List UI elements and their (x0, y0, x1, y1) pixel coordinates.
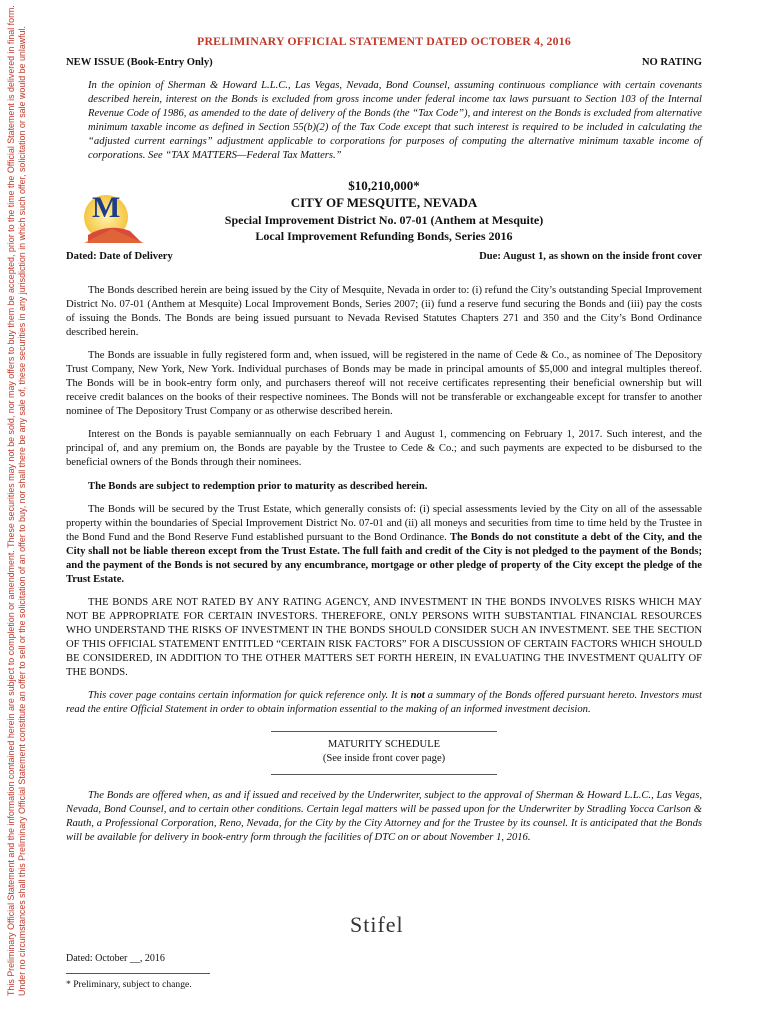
bond-series: Local Improvement Refunding Bonds, Series 2016 (255, 229, 513, 243)
bond-amount: $10,210,000* (348, 178, 420, 193)
preliminary-footnote: * Preliminary, subject to change. (66, 979, 192, 990)
security-text: The Bonds will be secured by the Trust Estate, which generally consists of: (i) special assessments levied by the City on all of the assessable property within the boundaries of Special Improvement District No. 07-01 and (ii) all moneys and securities from time to time held by the Trustee in the Bond Fund and the Bond Reserve Fund established pursuant to the Bond Ordinance. (66, 504, 702, 543)
maturity-title: MATURITY SCHEDULE (327, 739, 441, 750)
logo-letter: M (92, 191, 121, 224)
dated-label: Dated: Date of Delivery (66, 251, 173, 262)
interest-paragraph: Interest on the Bonds is payable semiannually on each February 1 and August 1, commencing on February 1, 2017. Such interest, and the principal of, and any premium on, the Bonds are payable by the Trustee to Cede & Co.; and such payments are expected to be disbursed to the beneficial owners of the Bonds through their nominees. (66, 429, 702, 468)
registration-paragraph: The Bonds are issuable in fully registered form and, when issued, will be registered in the name of Cede & Co., as nominee of The Depository Trust Company, New York, New York. Individual purchases of Bonds may be made in principal amounts of $5,000 and integral multiples thereof. The Bonds will be in book-entry form only, and purchasers thereof will not receive certificates representing their beneficial ownership but will receive credit balances on the books of their respective nominees. The Bonds will not be transferable or exchangeable except for transfer to another nominee of The Depository Trust Company or as otherwise described herein. (66, 350, 702, 417)
due-label: Due: August 1, as shown on the inside front cover (479, 251, 702, 262)
tax-opinion-paragraph: In the opinion of Sherman & Howard L.L.C., Las Vegas, Nevada, Bond Counsel, assuming continuous compliance with certain covenants described herein, interest on the Bonds is excluded from gross income under federal income tax laws pursuant to Section 103 of the Internal Revenue Code of 1986, as amended to the date of delivery of the Bonds (the “Tax Code”), and interest on the Bonds is excluded from alternative minimum taxable income as defined in Section 55(b)(2) of the Tax Code except that such interest is required to be included in calculating the “adjusted current earnings” adjustment applicable to corporations for purposes of computing the alternative minimum taxable income of corporations. See “TAX MATTERS—Federal Tax Matters.” (88, 80, 702, 161)
title-block (66, 177, 702, 275)
legal-side-legend (6, 4, 48, 996)
cover-note-emphasis: not (410, 690, 425, 701)
footnote-divider (66, 973, 210, 974)
preliminary-title: PRELIMINARY OFFICIAL STATEMENT DATED OCTOBER 4, 2016 (197, 34, 571, 48)
new-issue-label: NEW ISSUE (Book-Entry Only) (66, 57, 213, 68)
issuer-name: CITY OF MESQUITE, NEVADA (290, 195, 478, 210)
risk-warning-paragraph: THE BONDS ARE NOT RATED BY ANY RATING AGENCY, AND INVESTMENT IN THE BONDS INVOLVES RISKS WHICH MAY NOT BE APPROPRIATE FOR CERTAIN INVESTORS. THEREFORE, ONLY PERSONS WITH SUBSTANTIAL FINANCIAL RESOURCES WHO UNDERSTAND THE RISKS OF INVESTMENT IN THE BONDS SHOULD CONSIDER SUCH AN INVESTMENT. SEE THE SECTION OF THIS OFFICIAL STATEMENT ENTITLED “CERTAIN RISK FACTORS” FOR A DISCUSSION OF CERTAIN FACTORS WHICH SHOULD BE CONSIDERED, IN ADDITION TO THE OTHER MATTERS SET FORTH HEREIN, IN EVALUATING THE INVESTMENT QUALITY OF THE BONDS. (66, 597, 702, 678)
dated-due-row (66, 250, 702, 264)
statement-date: Dated: October __, 2016 (66, 953, 165, 964)
bond-titles (66, 177, 702, 244)
purpose-paragraph: The Bonds described herein are being issued by the City of Mesquite, Nevada in order to: (i) refund the City’s outstanding Special Improvement District No. 07-01 (Anthem at Mesquite) Local Improvement Bonds, Series 2007; (ii) fund a reserve fund securing the Bonds and (iii) pay the costs of issuing the Bonds. The Bonds are being issued pursuant to Nevada Revised Statutes Chapters 271 and 350 and the City’s Bond Ordinance described herein. (66, 285, 702, 338)
district-name: Special Improvement District No. 07-01 (Anthem at Mesquite) (224, 213, 544, 227)
offering-paragraph: The Bonds are offered when, as and if issued and received by the Underwriter, subject to the approval of Sherman & Howard L.L.C., Las Vegas, Nevada, Bond Counsel, and to certain other conditions. Certain legal matters will be passed upon for the Underwriter by Stradling Yocca Carlson & Rauth, a Professional Corporation, Reno, Nevada, for the City by the City Attorney and for the Trustee by its counsel. It is anticipated that the Bonds will be available for delivery in book-entry form through the facilities of DTC on or about November 1, 2016. (66, 790, 702, 843)
issue-row (66, 56, 702, 70)
redemption-note: The Bonds are subject to redemption prior to maturity as described herein. (88, 481, 428, 492)
divider-bottom (271, 774, 497, 775)
maturity-subtitle: (See inside front cover page) (322, 753, 446, 764)
divider-top (271, 731, 497, 732)
cover-page-note (66, 689, 702, 717)
rating-label: NO RATING (641, 57, 702, 68)
mesquite-logo (82, 185, 146, 245)
cover-note-text-b: a summary of the Bonds offered pursuant hereto. Investors must read the entire Official Statement in order to obtain information essential to the making of an informed investment decision. (66, 690, 702, 715)
maturity-schedule (66, 738, 702, 766)
underwriter-logo: Stifel (350, 912, 404, 937)
security-bold-text: The Bonds do not constitute a debt of the City, and the City shall not be liable thereon except from the Trust Estate. The full faith and credit of the City is not pledged to the payment of the Bonds; and the payment of the Bonds is not secured by any encumbrance, mortgage or other pledge of property of the City except the pledge of the Trust Estate. (66, 532, 702, 585)
document-page (66, 34, 702, 990)
side-legend-text: This Preliminary Official Statement and the information contained herein are subject to completion or amendment. These securities may not be sold, nor may offers to buy them be accepted, prior to the time the Official Statement is delivered in final form. Under no circumstances shall this Preliminary Official Statement constitute an offer to sell or the solicitation of an offer to buy, nor shall there be any sale of, these securities in any jurisdiction in which such offer, solicitation or sale would be unlawful. (6, 5, 27, 996)
cover-note-text-a: This cover page contains certain information for quick reference only. It is (88, 690, 411, 701)
security-paragraph (66, 503, 702, 587)
